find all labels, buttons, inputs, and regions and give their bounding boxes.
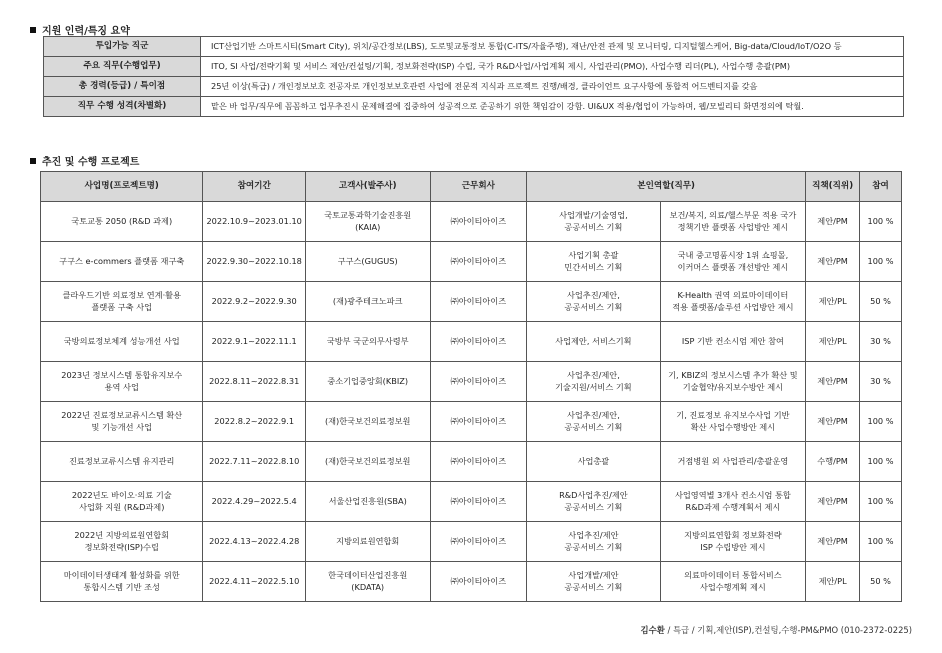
role-detail-cell: 지방의료연합회 정보화전략 ISP 수립방안 제시 [660,522,806,562]
company-cell: ㈜아이티아이즈 [430,362,527,402]
period-cell: 2022.9.1~2022.11.1 [203,322,305,362]
client-cell: (재)한국보건의료정보원 [305,442,430,482]
period-cell: 2022.7.11~2022.8.10 [203,442,305,482]
company-cell: ㈜아이티아이즈 [430,562,527,602]
project-name-cell: 마이데이터생태계 활성화를 위한 통합시스템 기반 조성 [41,562,203,602]
position-cell: 제안/PM [806,202,860,242]
company-cell: ㈜아이티아이즈 [430,202,527,242]
role-detail-cell: 국내 중고명품시장 1위 쇼핑몰, 이커머스 플랫폼 개선방안 제시 [660,242,806,282]
client-cell: 구구스(GUGUS) [305,242,430,282]
table-row [41,362,902,402]
summary-value: ITO, SI 사업/전략기획 및 서비스 제안/컨설팅/기획, 정보화전략(ISP) 수립, 국가 R&D사업/사업계획 제시, 사업관리(PMO), 사업수행 리더(PL), 사업수행 총괄(PM) [201,57,904,77]
square-bullet-icon [30,27,36,33]
summary-row [44,97,904,117]
position-cell: 수행/PM [806,442,860,482]
table-row [41,242,902,282]
rate-cell: 100 % [860,442,902,482]
period-cell: 2022.4.11~2022.5.10 [203,562,305,602]
project-name-cell: 클라우드기반 의료정보 연계·활용 플랫폼 구축 사업 [41,282,203,322]
role-cell: 사업개발/기술영업, 공공서비스 기획 [527,202,661,242]
role-cell: 사업개발/제안 공공서비스 기획 [527,562,661,602]
summary-table [43,36,904,117]
company-cell: ㈜아이티아이즈 [430,522,527,562]
position-cell: 제안/PL [806,562,860,602]
period-cell: 2022.10.9~2023.01.10 [203,202,305,242]
company-cell: ㈜아이티아이즈 [430,442,527,482]
header-role: 본인역할(직무) [527,172,806,202]
role-cell: 사업추진/제안, 공공서비스 기획 [527,402,661,442]
period-cell: 2022.4.13~2022.4.28 [203,522,305,562]
rate-cell: 50 % [860,562,902,602]
header-company: 근무회사 [430,172,527,202]
summary-row [44,57,904,77]
project-name-cell: 국토교통 2050 (R&D 과제) [41,202,203,242]
table-row [41,562,902,602]
project-name-cell: 2022년 진료정보교류시스템 확산 및 기능개선 사업 [41,402,203,442]
period-cell: 2022.9.2~2022.9.30 [203,282,305,322]
header-position: 직책(직위) [806,172,860,202]
summary-section-title [30,22,130,37]
position-cell: 제안/PM [806,482,860,522]
role-detail-cell: 사업영역별 3개사 컨소시엄 통합 R&D과제 수행계획서 제시 [660,482,806,522]
project-name-cell: 진료정보교류시스템 유지관리 [41,442,203,482]
period-cell: 2022.4.29~2022.5.4 [203,482,305,522]
role-detail-cell: 거점병원 외 사업관리/총괄운영 [660,442,806,482]
table-row [41,482,902,522]
company-cell: ㈜아이티아이즈 [430,322,527,362]
footer-name: 김수환 [640,625,665,635]
role-detail-cell: 기, 진료정보 유지보수사업 기반 확산 사업수행방안 제시 [660,402,806,442]
company-cell: ㈜아이티아이즈 [430,282,527,322]
table-row [41,282,902,322]
summary-label: 주요 직무(수행업무) [44,57,201,77]
footer [641,624,912,636]
rate-cell: 50 % [860,282,902,322]
role-cell: 사업추진/제안 공공서비스 기획 [527,522,661,562]
role-cell: 사업기획 총괄 민간서비스 기획 [527,242,661,282]
summary-title-text: 지원 인력/특징 요약 [42,26,130,37]
table-row [41,202,902,242]
rate-cell: 30 % [860,322,902,362]
company-cell: ㈜아이티아이즈 [430,482,527,522]
client-cell: (재)한국보건의료정보원 [305,402,430,442]
client-cell: (재)광주테크노파크 [305,282,430,322]
client-cell: 국토교통과학기술진흥원 (KAIA) [305,202,430,242]
projects-section-title [30,153,139,168]
company-cell: ㈜아이티아이즈 [430,242,527,282]
table-row [41,402,902,442]
table-header-row [41,172,902,202]
rate-cell: 100 % [860,242,902,282]
rate-cell: 30 % [860,362,902,402]
role-detail-cell: ISP 기반 컨소시엄 제안 참여 [660,322,806,362]
summary-value: 25년 이상(특급) / 개인정보보호 전공자로 개인정보보호관련 사업에 전문적 지식과 프로젝트 진행/배경, 클라이언트 요구사항에 통합적 어드벤티지를 갖음 [201,77,904,97]
projects-table [40,171,902,602]
header-period: 참여기간 [203,172,305,202]
summary-row [44,37,904,57]
role-cell: R&D사업추진/제안 공공서비스 기획 [527,482,661,522]
project-name-cell: 2022년 지방의료원연합회 정보화전략(ISP)수립 [41,522,203,562]
summary-value: ICT산업기반 스마트시티(Smart City), 위치/공간정보(LBS), 도로및교통정보 통합(C-ITS/자율주행), 재난/안전 관제 및 모니터링, 디지털헬스케어, Big-data/Cloud/IoT/O2O 등 [201,37,904,57]
client-cell: 서울산업진흥원(SBA) [305,482,430,522]
project-name-cell: 2023년 정보시스템 통합유지보수 용역 사업 [41,362,203,402]
table-row [41,322,902,362]
client-cell: 국방부 국군의무사령부 [305,322,430,362]
rate-cell: 100 % [860,402,902,442]
table-row [41,522,902,562]
position-cell: 제안/PL [806,282,860,322]
company-cell: ㈜아이티아이즈 [430,402,527,442]
summary-label: 총 경력(등급) / 특이점 [44,77,201,97]
project-name-cell: 국방의료정보체계 성능개선 사업 [41,322,203,362]
rate-cell: 100 % [860,202,902,242]
role-detail-cell: 기, KBIZ의 정보시스템 추가 확산 및 기술협약/유지보수방안 제시 [660,362,806,402]
period-cell: 2022.8.2~2022.9.1 [203,402,305,442]
summary-value: 맡은 바 업무/직무에 꼼꼼하고 업무추진시 문제해결에 집중하여 성공적으로 준공하기 위한 책임감이 강함. UI&UX 적용/협업이 가능하며, 웹/모빌리티 화면정의에 탁월. [201,97,904,117]
position-cell: 제안/PM [806,242,860,282]
summary-row [44,77,904,97]
header-client: 고객사(발주사) [305,172,430,202]
project-name-cell: 구구스 e-commers 플랫폼 재구축 [41,242,203,282]
square-bullet-icon [30,158,36,164]
position-cell: 제안/PM [806,402,860,442]
period-cell: 2022.9.30~2022.10.18 [203,242,305,282]
role-detail-cell: 의료마이데이터 통합서비스 사업수행계획 제시 [660,562,806,602]
role-detail-cell: 보건/복지, 의료/헬스부문 적용 국가 정책기반 플랫폼 사업방안 제시 [660,202,806,242]
role-detail-cell: K-Health 권역 의료마이데이터 적용 플랫폼/솔루션 사업방안 제시 [660,282,806,322]
client-cell: 지방의료원연합회 [305,522,430,562]
position-cell: 제안/PM [806,522,860,562]
client-cell: 한국데이터산업진흥원 (KDATA) [305,562,430,602]
project-name-cell: 2022년도 바이오·의료 기술 사업화 지원 (R&D과제) [41,482,203,522]
role-cell: 사업추진/제안, 기술지원/서비스 기획 [527,362,661,402]
summary-label: 투입가능 직군 [44,37,201,57]
position-cell: 제안/PL [806,322,860,362]
header-project-name: 사업명(프로젝트명) [41,172,203,202]
period-cell: 2022.8.11~2022.8.31 [203,362,305,402]
rate-cell: 100 % [860,522,902,562]
table-row [41,442,902,482]
role-cell: 사업총괄 [527,442,661,482]
footer-details: / 특급 / 기획,제안(ISP),컨설팅,수행-PM&PMO (010-2372-0225) [664,625,912,635]
client-cell: 중소기업중앙회(KBIZ) [305,362,430,402]
summary-label: 직무 수행 성격(차별화) [44,97,201,117]
header-rate: 참여 [860,172,902,202]
rate-cell: 100 % [860,482,902,522]
role-cell: 사업제안, 서비스기획 [527,322,661,362]
projects-title-text: 추진 및 수행 프로젝트 [42,157,140,168]
position-cell: 제안/PM [806,362,860,402]
role-cell: 사업추진/제안, 공공서비스 기획 [527,282,661,322]
